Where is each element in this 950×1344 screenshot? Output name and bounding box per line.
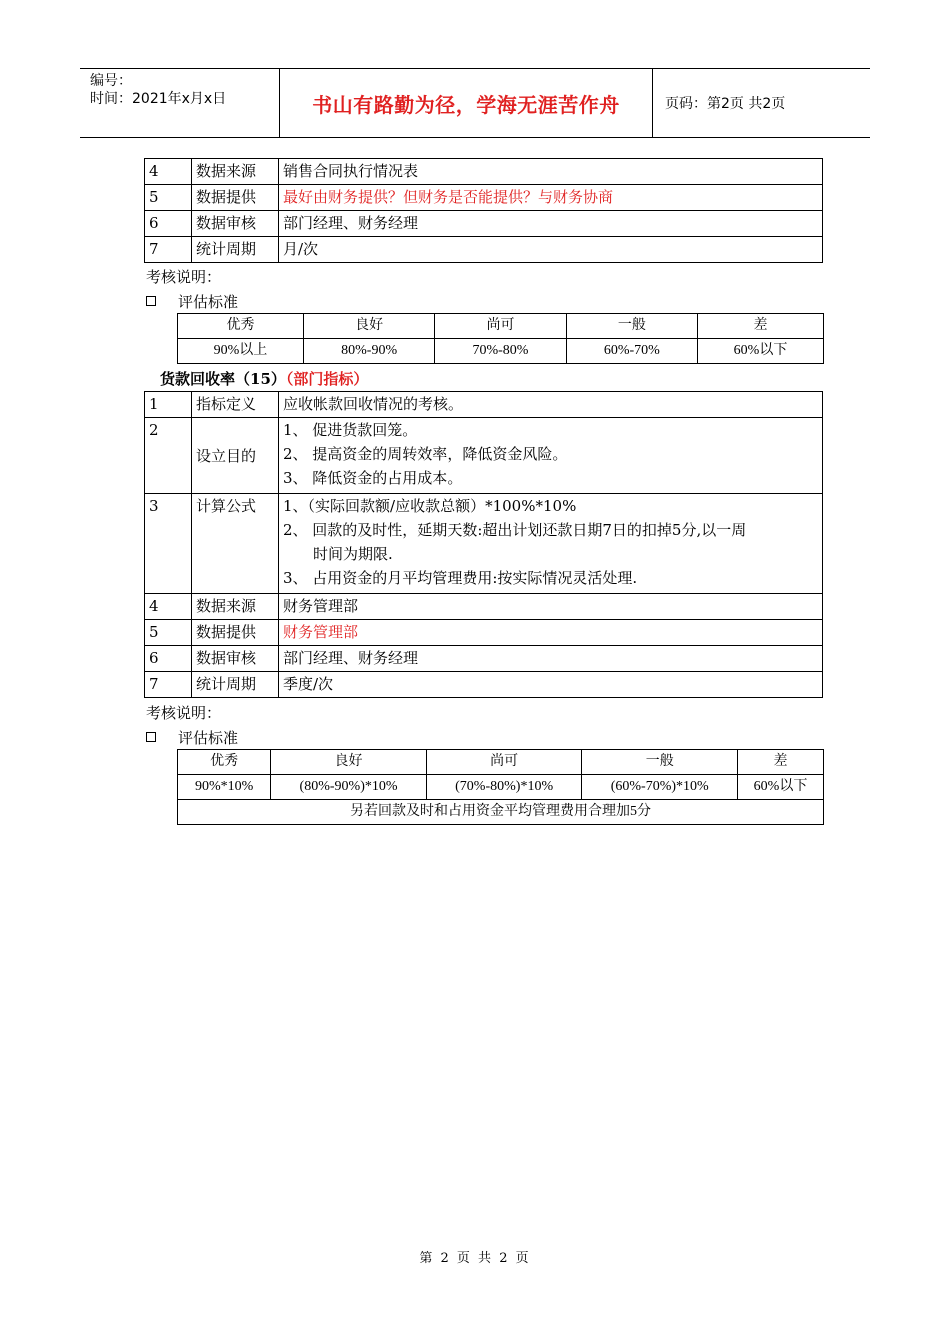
row-number: 6 <box>145 211 192 237</box>
row-key <box>192 418 279 494</box>
row-number: 4 <box>145 159 192 185</box>
grade-value: 60%以下 <box>738 775 824 800</box>
grade-value: 90%*10% <box>178 775 271 800</box>
row-key: 统计周期 <box>192 237 279 263</box>
row-value: 季度/次 <box>279 672 823 698</box>
time-label: 时间：2021年x月x日 <box>90 91 227 107</box>
table-row <box>145 494 823 594</box>
row-key: 数据审核 <box>192 211 279 237</box>
row-number: 4 <box>145 594 192 620</box>
row-number: 2 <box>145 418 192 494</box>
grade-value: 60%-70% <box>566 339 697 364</box>
table-row <box>145 237 823 263</box>
standard-heading-2 <box>146 728 238 748</box>
list-item: 3、 降低资金的占用成本。 <box>283 469 463 487</box>
row-value: 销售合同执行情况表 <box>279 159 823 185</box>
table-row <box>145 159 823 185</box>
grade-header: 尚可 <box>435 314 566 339</box>
standard-heading-1 <box>146 292 238 312</box>
grade-value: 80%-90% <box>303 339 434 364</box>
standard-label-2: 评估标准 <box>178 729 239 747</box>
list-item: 2、 提高资金的周转效率，降低资金风险。 <box>283 445 568 463</box>
row-value <box>279 494 823 594</box>
row-key: 统计周期 <box>192 672 279 698</box>
checkbox-icon <box>146 296 156 306</box>
grade-header: 优秀 <box>178 750 271 775</box>
grade-header-row <box>178 314 824 339</box>
table-row <box>145 185 823 211</box>
row-number: 7 <box>145 672 192 698</box>
row-number: 3 <box>145 494 192 594</box>
row-key: 计算公式 <box>192 494 279 594</box>
section-title <box>160 368 368 389</box>
table-row <box>145 211 823 237</box>
row-key: 数据提供 <box>192 620 279 646</box>
section-tag: （部门指标） <box>285 370 369 388</box>
row-value <box>279 418 823 494</box>
row-number: 5 <box>145 185 192 211</box>
number-label: 编号： <box>90 73 132 89</box>
table-row <box>145 594 823 620</box>
list-item: 1、（实际回款额/应收款总额）*100%*10% <box>283 497 577 515</box>
row-key: 数据提供 <box>192 185 279 211</box>
grade-header: 差 <box>698 314 824 339</box>
list-item: 1、 促进货款回笼。 <box>283 421 418 439</box>
table-row <box>145 418 823 494</box>
grade-value: 60%以下 <box>698 339 824 364</box>
grade-header: 差 <box>738 750 824 775</box>
row-number: 6 <box>145 646 192 672</box>
list-item: 2、 回款的及时性，延期天数:超出计划还款日期7日的扣掉5分,以一周 <box>283 521 747 539</box>
row-key: 数据来源 <box>192 159 279 185</box>
header-page-info: 页码：第2页 共2页 <box>665 96 786 112</box>
list-item: 3、 占用资金的月平均管理费用:按实际情况灵活处理. <box>283 569 638 587</box>
row-key-text: 设立目的 <box>196 446 257 465</box>
header-slogan: 书山有路勤为径，学海无涯苦作舟 <box>280 69 653 137</box>
grade-header: 一般 <box>582 750 738 775</box>
row-value: 财务管理部 <box>279 594 823 620</box>
grade-value: 90%以上 <box>178 339 304 364</box>
grade-value: (80%-90%)*10% <box>271 775 427 800</box>
grade-header: 良好 <box>303 314 434 339</box>
section-title-text: 货款回收率（15） <box>160 370 286 388</box>
grade-header: 一般 <box>566 314 697 339</box>
grade-value-row <box>178 339 824 364</box>
indicator-table-1 <box>144 158 823 263</box>
grade-header-row <box>178 750 824 775</box>
assessment-note-1: 考核说明： <box>146 268 222 286</box>
row-value: 部门经理、财务经理 <box>279 211 823 237</box>
assessment-note-2: 考核说明： <box>146 704 222 722</box>
row-number: 5 <box>145 620 192 646</box>
row-value: 部门经理、财务经理 <box>279 646 823 672</box>
grade-table-2 <box>177 749 824 825</box>
page-footer: 第 2 页 共 2 页 <box>419 1251 531 1266</box>
grade-value: (70%-80%)*10% <box>426 775 582 800</box>
row-number: 1 <box>145 392 192 418</box>
table-row <box>145 646 823 672</box>
table-row <box>145 392 823 418</box>
indicator-table-2 <box>144 391 823 698</box>
row-key: 数据审核 <box>192 646 279 672</box>
table-row <box>145 620 823 646</box>
grade-value-row <box>178 775 824 800</box>
list-item-continuation: 时间为期限. <box>313 545 393 563</box>
row-number: 7 <box>145 237 192 263</box>
grade-value: (60%-70%)*10% <box>582 775 738 800</box>
grade-value: 70%-80% <box>435 339 566 364</box>
row-value: 月/次 <box>279 237 823 263</box>
header-meta <box>80 69 280 137</box>
row-value: 财务管理部 <box>279 620 823 646</box>
grade-table-1 <box>177 313 824 364</box>
grade-header: 尚可 <box>426 750 582 775</box>
row-value: 应收帐款回收情况的考核。 <box>279 392 823 418</box>
row-key: 数据来源 <box>192 594 279 620</box>
grade-header: 优秀 <box>178 314 304 339</box>
grade-header: 良好 <box>271 750 427 775</box>
row-key: 指标定义 <box>192 392 279 418</box>
grade-extra-note: 另若回款及时和占用资金平均管理费用合理加5分 <box>178 800 824 825</box>
checkbox-icon <box>146 732 156 742</box>
row-value: 最好由财务提供？但财务是否能提供？与财务协商 <box>279 185 823 211</box>
standard-label-1: 评估标准 <box>178 293 239 311</box>
page-header <box>80 68 870 138</box>
table-row <box>145 672 823 698</box>
grade-extra-row <box>178 800 824 825</box>
